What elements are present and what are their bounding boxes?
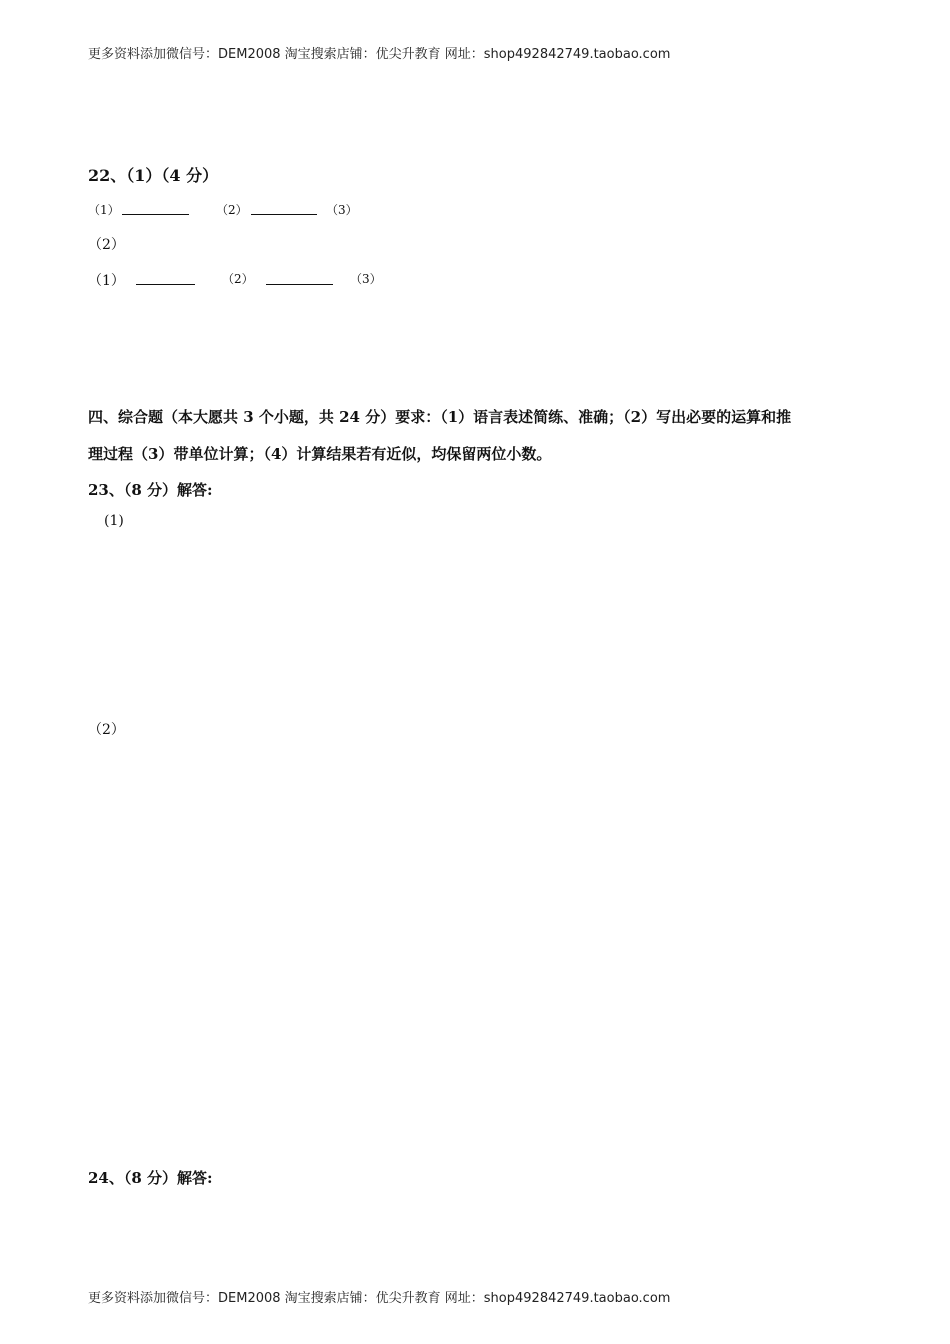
- question-23-title: 23、（8 分）解答:: [88, 481, 213, 499]
- q22-part1-blank-2[interactable]: [251, 214, 317, 215]
- page-header: 更多资料添加微信号：DEM2008 淘宝搜索店铺：优尖升教育 网址：shop492842749.taobao.com: [88, 47, 671, 62]
- question-22-title: 22、（1）（4 分）: [88, 166, 219, 185]
- question-24-title: 24、（8 分）解答:: [88, 1169, 213, 1187]
- q23-sub-2: （2）: [88, 722, 125, 738]
- q23-sub-1: (1): [104, 513, 124, 529]
- q22-part1-label-3: （3）: [326, 203, 358, 217]
- q22-part1-label-1: （1）: [88, 203, 120, 217]
- q22-part1-blank-1[interactable]: [122, 214, 189, 215]
- q22-part2-title: （2）: [88, 237, 125, 253]
- q22-part2-label-3: （3）: [350, 272, 382, 286]
- q22-part2-label-2: （2）: [222, 272, 254, 286]
- page-footer: 更多资料添加微信号：DEM2008 淘宝搜索店铺：优尖升教育 网址：shop492842749.taobao.com: [88, 1291, 671, 1306]
- q22-part2-label-1: （1）: [88, 273, 125, 289]
- section-4-instructions-line-1: 四、综合题（本大愿共 3 个小题，共 24 分）要求：（1）语言表述简练、准确；（2）写出必要的运算和推: [88, 408, 792, 426]
- q22-part1-label-2: （2）: [216, 203, 248, 217]
- q22-part2-blank-1[interactable]: [136, 284, 195, 285]
- q22-part2-blank-2[interactable]: [266, 284, 333, 285]
- section-4-instructions-line-2: 理过程（3）带单位计算；（4）计算结果若有近似，均保留两位小数。: [88, 445, 552, 463]
